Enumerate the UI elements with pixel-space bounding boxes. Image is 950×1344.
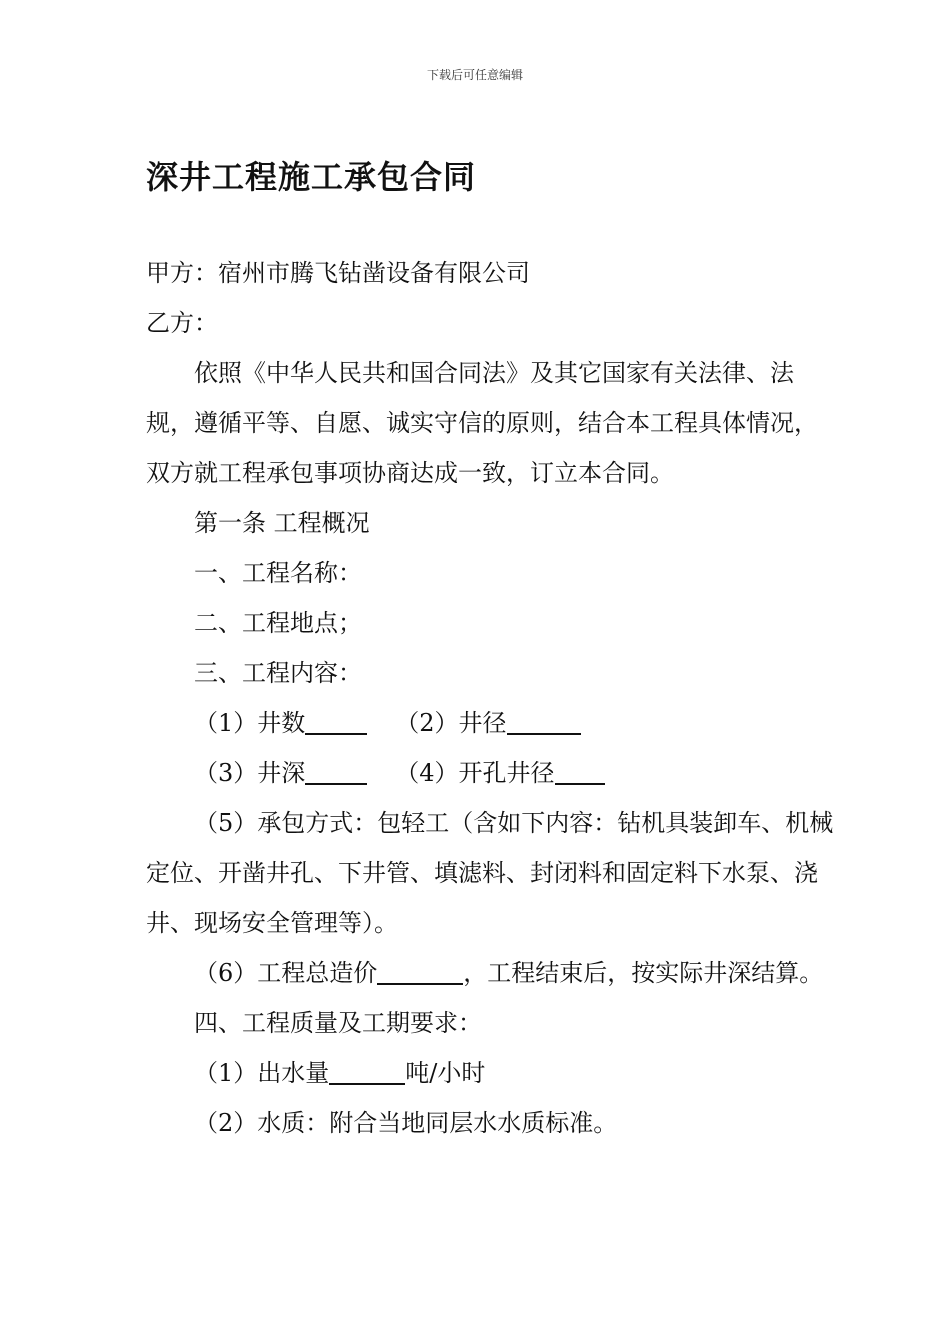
party-b: 乙方： [146,309,218,337]
water-output-blank [329,1057,405,1085]
quality-row-1 [146,1048,836,1098]
well-count-label: （1）井数 [194,709,306,737]
bore-diameter-label: （4）开孔井径 [395,759,555,787]
contract-method-paragraph: （5）承包方式：包轻工（含如下内容：钻机具装卸车、机械定位、开凿井孔、下井管、填滤料、封闭料和固定料下水泵、浇井、现场安全管理等）。 [146,809,834,937]
document-body [146,248,836,1148]
well-count-blank [305,707,367,735]
water-output-label: （1）出水量 [194,1059,330,1087]
item-project-content: 三、工程内容： [194,659,362,687]
well-depth-label: （3）井深 [194,759,306,787]
intro-paragraph: 依照《中华人民共和国合同法》及其它国家有关法律、法规，遵循平等、自愿、诚实守信的原则，结合本工程具体情况，双方就工程承包事项协商达成一致，订立本合同。 [146,359,818,487]
total-cost-paragraph [146,948,836,998]
item-project-location: 二、工程地点； [194,609,362,637]
water-output-unit: 吨/小时 [405,1059,486,1087]
document-title: 深井工程施工承包合同 [146,158,477,196]
well-depth-blank [305,757,367,785]
total-cost-note: ，工程结束后，按实际井深结算。 [463,959,824,987]
quality-row-2: （2）水质：附合当地同层水水质标准。 [194,1109,618,1137]
total-cost-blank [377,957,463,985]
item-project-name: 一、工程名称： [194,559,362,587]
content-row-2 [146,748,836,798]
article-1-heading: 第一条 工程概况 [194,509,370,537]
page-header: 下载后可任意编辑 [426,68,523,82]
well-diameter-blank [507,707,581,735]
well-diameter-label: （2）井径 [395,709,507,737]
bore-diameter-blank [555,757,605,785]
party-a: 甲方：宿州市腾飞钻凿设备有限公司 [146,259,530,287]
content-row-1 [146,698,836,748]
total-cost-label: （6）工程总造价 [194,959,378,987]
item-quality-period: 四、工程质量及工期要求： [194,1009,482,1037]
